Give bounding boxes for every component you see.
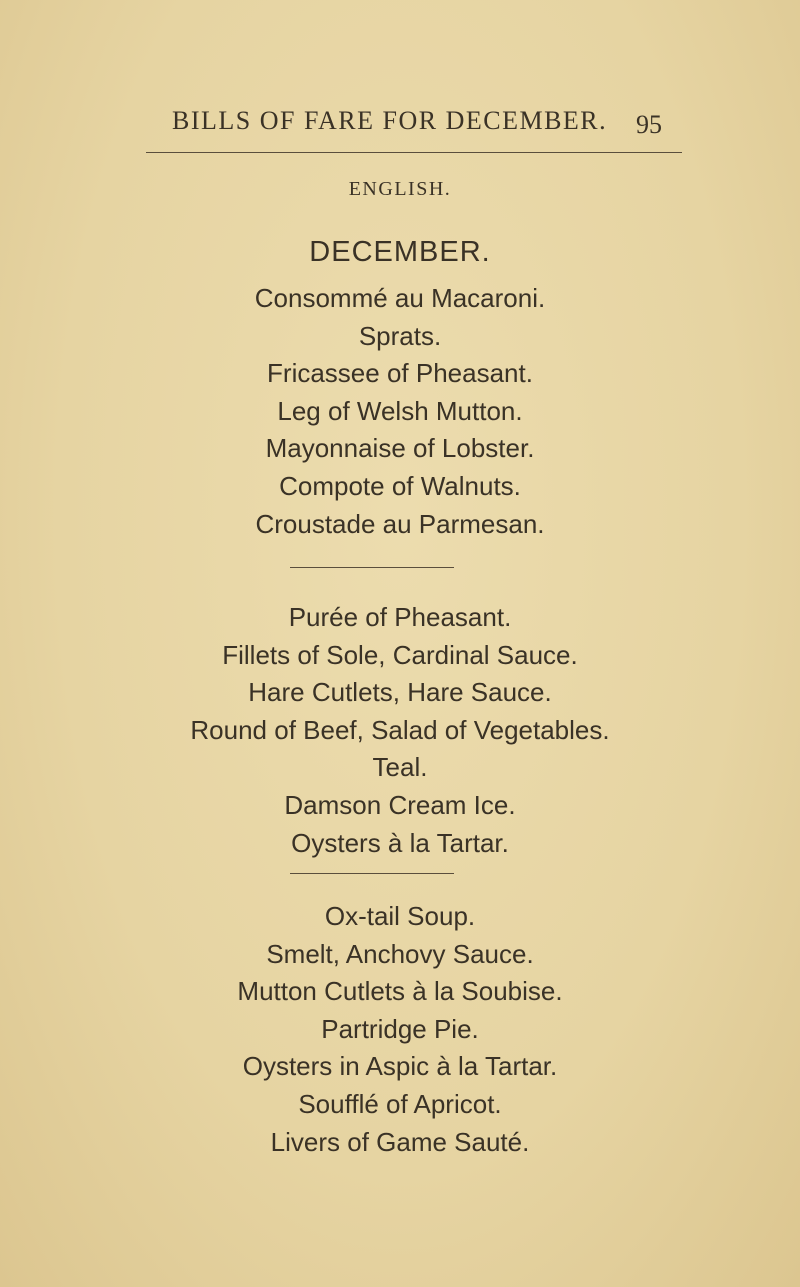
menu-item: Livers of Game Sauté. (270, 1126, 530, 1157)
month-title: DECEMBER. (309, 236, 491, 268)
menu-item: Oysters à la Tartar. (291, 827, 509, 858)
menu-item: Mayonnaise of Lobster. (265, 433, 535, 464)
bill-of-fare-1 (0, 280, 800, 543)
header-rule (146, 152, 682, 153)
menu-item: Teal. (372, 752, 428, 783)
menu-item: Smelt, Anchovy Sauce. (266, 938, 534, 969)
running-head (0, 106, 800, 146)
menu-divider (290, 567, 454, 568)
menu-item: Soufflé of Apricot. (298, 1088, 502, 1119)
page-number: 95 (636, 110, 662, 139)
menu-item: Purée of Pheasant. (288, 602, 512, 632)
menu-item: Fillets of Sole, Cardinal Sauce. (222, 639, 578, 670)
section-label: ENGLISH. (348, 178, 452, 200)
bill-of-fare-3 (0, 898, 800, 1161)
running-head-title: BILLS OF FARE FOR DECEMBER. (172, 106, 608, 135)
menu-item: Consommé au Macaroni. (254, 283, 546, 313)
menu-item: Oysters in Aspic à la Tartar. (242, 1051, 558, 1082)
bill-of-fare-2 (0, 599, 800, 862)
menu-item: Mutton Cutlets à la Soubise. (237, 976, 563, 1007)
menu-item: Ox-tail Soup. (324, 901, 476, 931)
menu-item: Damson Cream Ice. (284, 789, 516, 820)
menu-item: Hare Cutlets, Hare Sauce. (248, 677, 552, 708)
menu-item: Round of Beef, Salad of Vegetables. (190, 714, 610, 745)
menu-item: Fricassee of Pheasant. (267, 358, 533, 389)
menu-divider (290, 873, 454, 874)
menu-item: Leg of Welsh Mutton. (277, 395, 523, 426)
menu-item: Croustade au Parmesan. (255, 508, 545, 539)
menu-item: Partridge Pie. (321, 1013, 479, 1044)
menu-item: Sprats. (358, 320, 442, 351)
menu-item: Compote of Walnuts. (279, 470, 521, 501)
